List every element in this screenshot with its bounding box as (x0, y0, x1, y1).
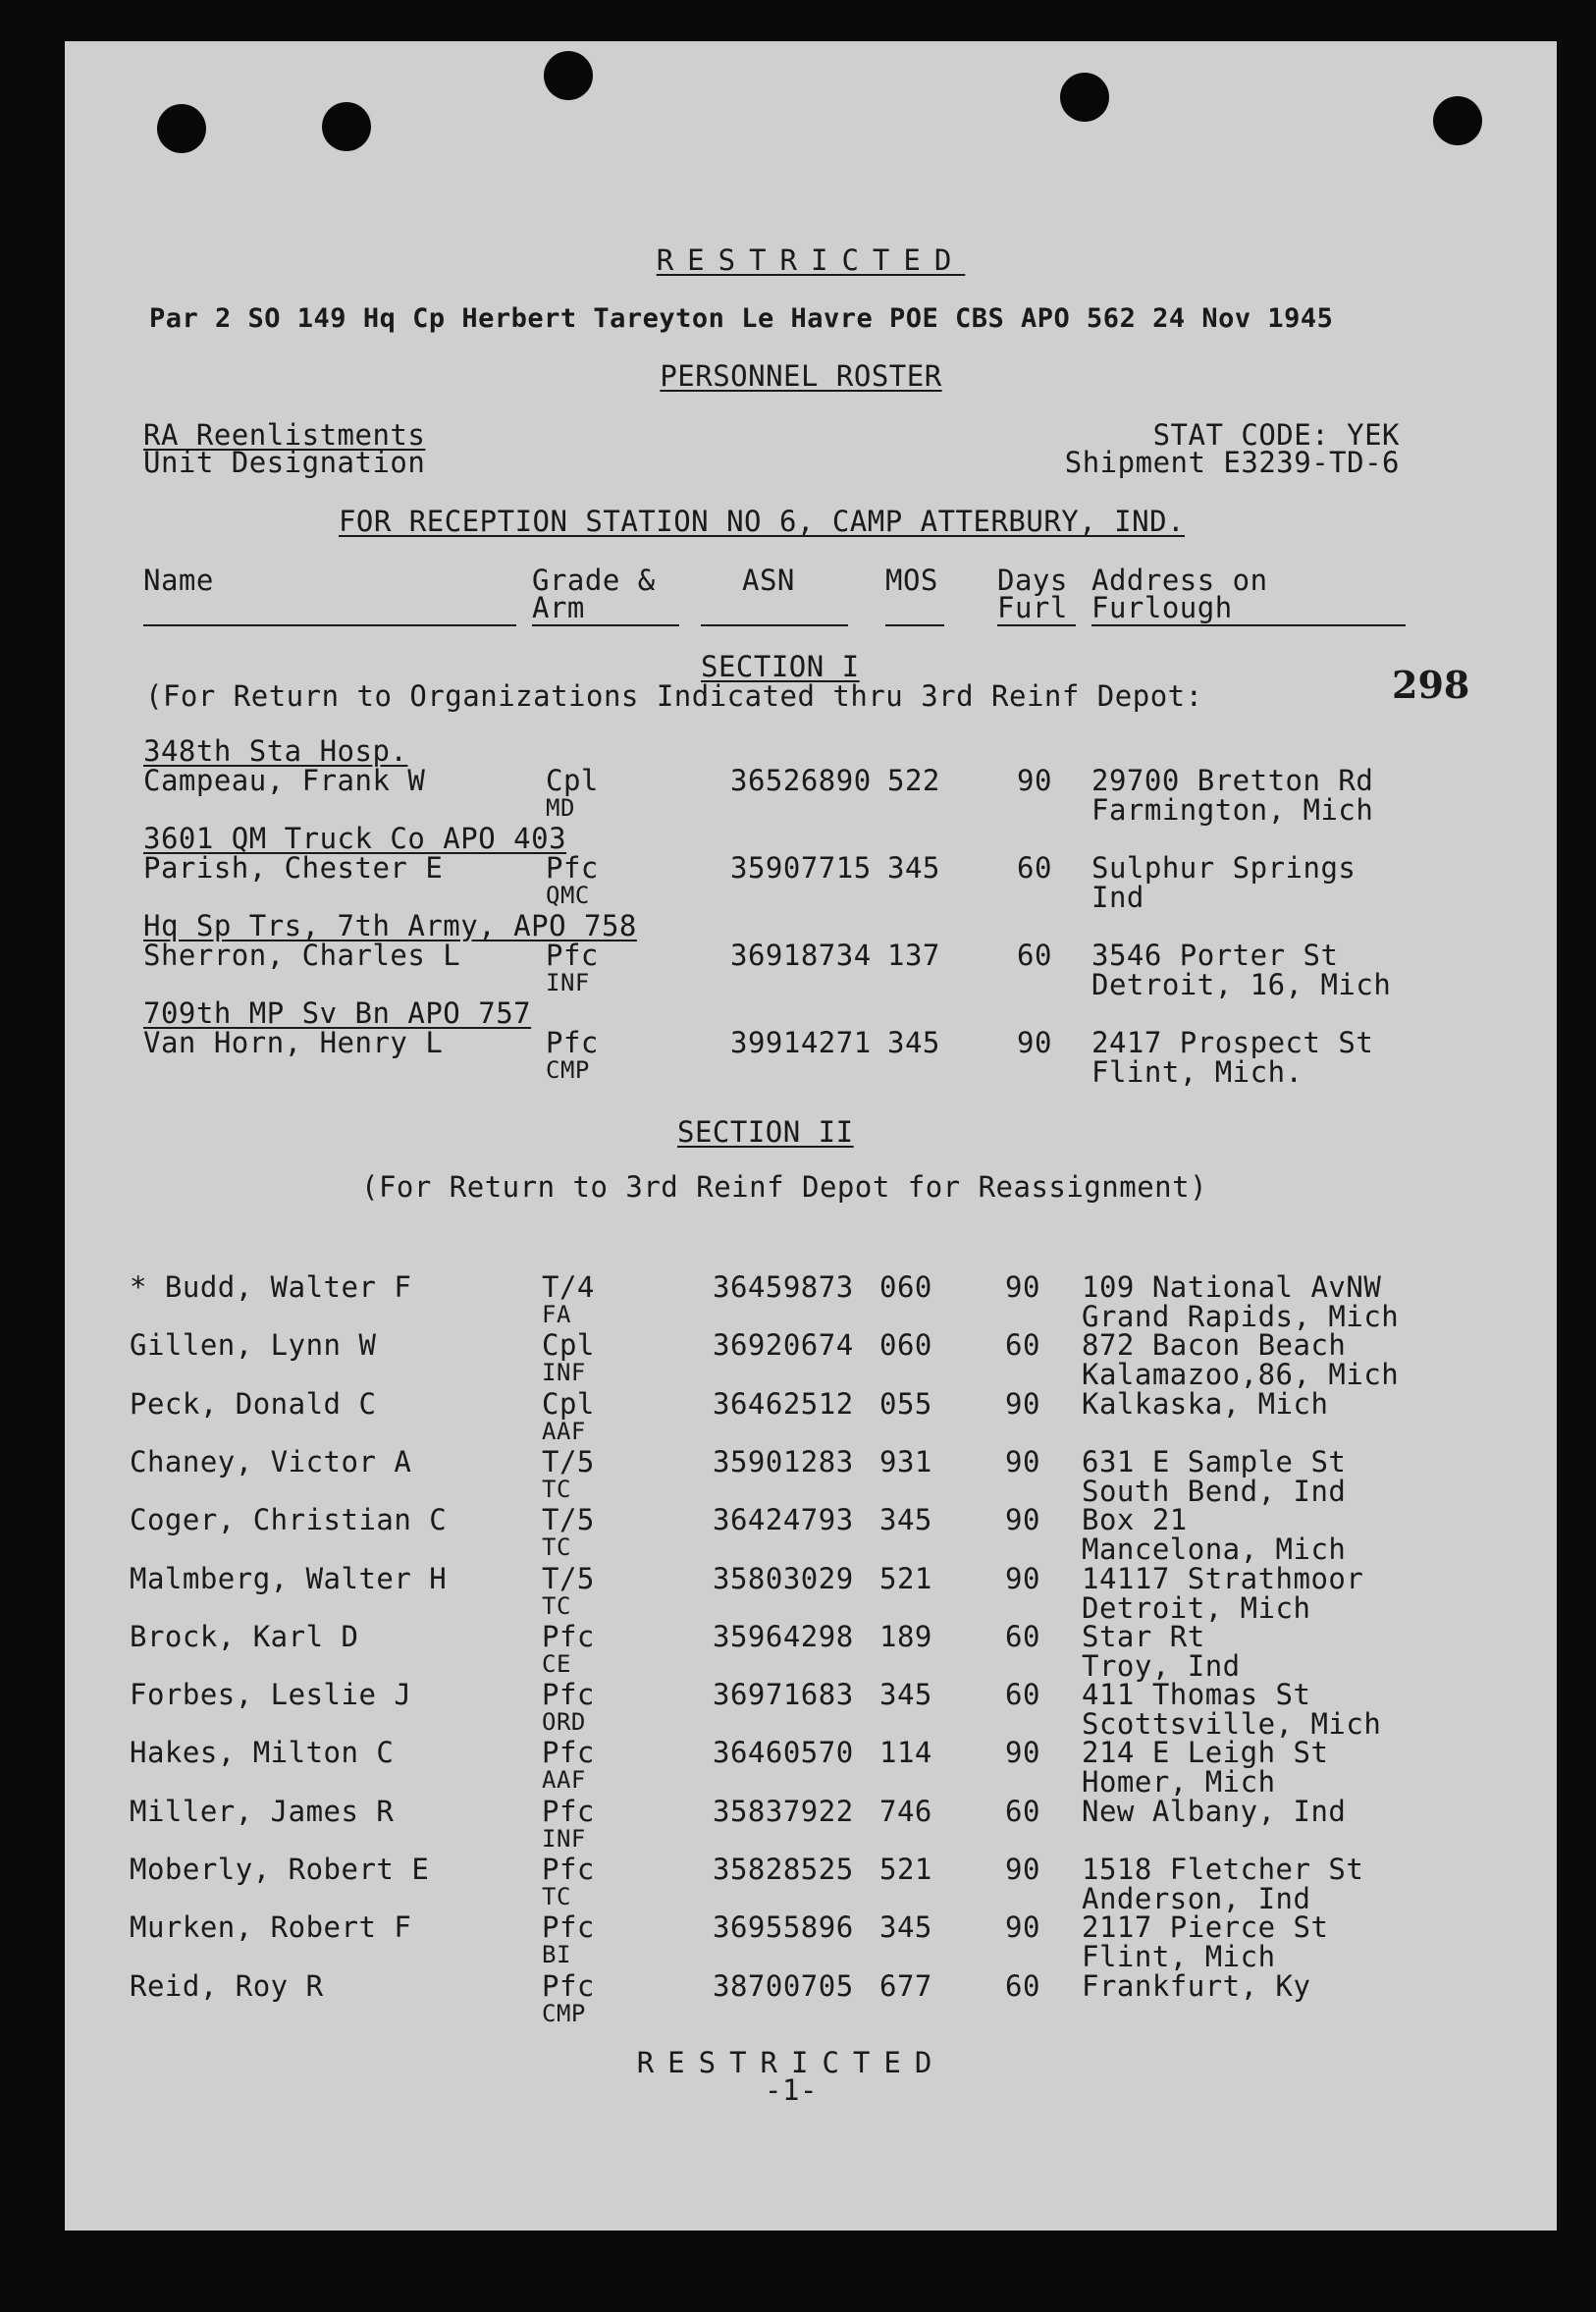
col-mos: MOS (885, 564, 938, 597)
col-grade-arm: Arm (532, 591, 585, 624)
soldier-address-line1: 2417 Prospect St (1091, 1026, 1374, 1059)
col-address: Address on (1091, 564, 1268, 597)
soldier-days: 90 (1017, 764, 1052, 797)
col-rule (1091, 624, 1406, 626)
soldier-grade: T/5 (542, 1444, 595, 1479)
soldier-arm: ORD (542, 1708, 586, 1737)
unit-heading: 3601 QM Truck Co APO 403 (143, 822, 567, 855)
soldier-asn: 36459873 (713, 1270, 854, 1304)
soldier-address-line1: Kalkaska, Mich (1082, 1386, 1329, 1421)
soldier-name: Malmberg, Walter H (130, 1561, 448, 1595)
soldier-address-line1: 872 Bacon Beach (1082, 1328, 1347, 1363)
soldier-arm: TC (542, 1883, 571, 1910)
soldier-grade: Cpl (542, 1386, 595, 1421)
soldier-arm: MD (546, 794, 575, 822)
soldier-address-line1: 14117 Strathmoor (1082, 1561, 1364, 1595)
soldier-address-line2: Mancelona, Mich (1082, 1532, 1347, 1567)
section1-subtitle: (For Return to Organizations Indicated thru 3rd Reinf Depot: (145, 679, 1203, 713)
soldier-days: 60 (1005, 1619, 1040, 1653)
soldier-asn: 36971683 (713, 1678, 854, 1712)
soldier-address-line2: Troy, Ind (1082, 1648, 1241, 1683)
soldier-mos: 345 (887, 851, 940, 885)
soldier-name: Sherron, Charles L (143, 939, 461, 972)
punch-hole (322, 102, 371, 151)
soldier-address-line1: Star Rt (1082, 1619, 1205, 1653)
soldier-address-line1: 214 E Leigh St (1082, 1736, 1329, 1770)
soldier-grade: Pfc (546, 1026, 599, 1059)
soldier-address-line2: Flint, Mich. (1091, 1055, 1303, 1089)
soldier-address-line1: 1518 Fletcher St (1082, 1853, 1364, 1886)
classification-footer: RESTRICTED (636, 2046, 946, 2079)
soldier-arm: CE (542, 1649, 571, 1678)
soldier-asn: 36955896 (713, 1910, 854, 1945)
destination: FOR RECEPTION STATION NO 6, CAMP ATTERBURY, IND. (338, 505, 1186, 538)
soldier-asn: 36918734 (730, 939, 872, 972)
soldier-address-line2: Scottsville, Mich (1082, 1707, 1382, 1742)
soldier-days: 90 (1005, 1561, 1040, 1595)
soldier-address-line1: Sulphur Springs (1091, 851, 1357, 885)
col-address-furlough: Furlough (1091, 591, 1233, 624)
soldier-grade: Pfc (542, 1619, 595, 1653)
soldier-grade: T/4 (542, 1270, 595, 1304)
soldier-grade: Cpl (546, 764, 599, 797)
soldier-days: 90 (1005, 1853, 1040, 1886)
unit-heading: 709th MP Sv Bn APO 757 (143, 996, 532, 1030)
soldier-name: Hakes, Milton C (130, 1736, 395, 1770)
col-rule (143, 624, 516, 626)
soldier-mos: 345 (879, 1910, 932, 1945)
soldier-grade: Pfc (542, 1678, 595, 1712)
soldier-mos: 677 (879, 1968, 932, 2003)
soldier-mos: 521 (879, 1853, 932, 1886)
soldier-name: Campeau, Frank W (143, 764, 426, 797)
soldier-arm: AAF (542, 1766, 586, 1795)
soldier-name: Brock, Karl D (130, 1619, 359, 1653)
soldier-address-line1: 411 Thomas St (1082, 1678, 1311, 1712)
soldier-asn: 36462512 (713, 1386, 854, 1421)
soldier-days: 90 (1005, 1270, 1040, 1304)
soldier-days: 60 (1005, 1328, 1040, 1363)
col-name: Name (143, 564, 214, 597)
soldier-arm: CMP (546, 1056, 590, 1084)
soldier-arm: BI (542, 1941, 571, 1969)
soldier-asn: 35901283 (713, 1444, 854, 1479)
col-rule (885, 624, 944, 626)
soldier-address-line2: Farmington, Mich (1091, 793, 1374, 827)
soldier-mos: 189 (879, 1619, 932, 1653)
soldier-mos: 055 (879, 1386, 932, 1421)
soldier-asn: 35964298 (713, 1619, 854, 1653)
soldier-address-line1: New Albany, Ind (1082, 1794, 1347, 1828)
soldier-grade: Pfc (546, 939, 599, 972)
soldier-asn: 38700705 (713, 1968, 854, 2003)
soldier-mos: 060 (879, 1328, 932, 1363)
soldier-grade: Cpl (542, 1328, 595, 1363)
soldier-name: * Budd, Walter F (130, 1270, 412, 1304)
soldier-mos: 345 (879, 1678, 932, 1712)
soldier-address-line1: 631 E Sample St (1082, 1444, 1347, 1479)
soldier-mos: 746 (879, 1794, 932, 1828)
soldier-arm: TC (542, 1533, 571, 1562)
soldier-address-line2: Homer, Mich (1082, 1765, 1276, 1800)
soldier-grade: Pfc (542, 1794, 595, 1828)
soldier-grade: Pfc (542, 1910, 595, 1945)
soldier-address-line2: Ind (1091, 881, 1144, 914)
col-rule (532, 624, 679, 626)
soldier-address-line1: 109 National AvNW (1082, 1270, 1382, 1304)
order-line: Par 2 SO 149 Hq Cp Herbert Tareyton Le Havre POE CBS APO 562 24 Nov 1945 (149, 303, 1334, 334)
soldier-days: 90 (1005, 1386, 1040, 1421)
soldier-arm: INF (546, 969, 590, 996)
section2-subtitle: (For Return to 3rd Reinf Depot for Reassignment) (361, 1170, 1208, 1204)
col-rule (701, 624, 848, 626)
unit-designation-value: RA Reenlistments (143, 418, 426, 452)
stat-code: STAT CODE: YEK (1152, 418, 1400, 452)
soldier-address-line2: Flint, Mich (1082, 1940, 1276, 1974)
punch-hole (1433, 96, 1482, 145)
punch-hole (1060, 73, 1109, 122)
soldier-days: 90 (1005, 1910, 1040, 1945)
soldier-name: Forbes, Leslie J (130, 1678, 412, 1712)
soldier-mos: 345 (879, 1503, 932, 1537)
soldier-asn: 35907715 (730, 851, 872, 885)
col-grade: Grade & (532, 564, 656, 597)
soldier-asn: 35837922 (713, 1794, 854, 1828)
page-stamp: 298 (1392, 663, 1470, 707)
soldier-name: Murken, Robert F (130, 1910, 412, 1945)
soldier-address-line1: 3546 Porter St (1091, 939, 1339, 972)
soldier-days: 90 (1005, 1503, 1040, 1537)
shipment: Shipment E3239-TD-6 (1064, 446, 1400, 479)
soldier-days: 90 (1017, 1026, 1052, 1059)
col-asn: ASN (742, 564, 795, 597)
soldier-mos: 931 (879, 1444, 932, 1479)
soldier-address-line1: Frankfurt, Ky (1082, 1968, 1311, 2003)
roster-title: PERSONNEL ROSTER (660, 359, 942, 393)
soldier-asn: 35828525 (713, 1853, 854, 1886)
soldier-days: 90 (1005, 1444, 1040, 1479)
soldier-grade: Pfc (542, 1853, 595, 1886)
soldier-grade: Pfc (546, 851, 599, 885)
soldier-arm: INF (542, 1824, 586, 1853)
soldier-name: Miller, James R (130, 1794, 395, 1828)
soldier-grade: T/5 (542, 1503, 595, 1537)
soldier-name: Chaney, Victor A (130, 1444, 412, 1479)
soldier-days: 60 (1005, 1794, 1040, 1828)
soldier-name: Reid, Roy R (130, 1968, 324, 2003)
soldier-name: Peck, Donald C (130, 1386, 377, 1421)
soldier-mos: 114 (879, 1736, 932, 1770)
soldier-asn: 39914271 (730, 1026, 872, 1059)
soldier-asn: 36920674 (713, 1328, 854, 1363)
soldier-arm: TC (542, 1475, 571, 1503)
soldier-name: Van Horn, Henry L (143, 1026, 444, 1059)
soldier-grade: Pfc (542, 1968, 595, 2003)
soldier-address-line2: Grand Rapids, Mich (1082, 1300, 1400, 1333)
soldier-address-line1: 29700 Bretton Rd (1091, 764, 1374, 797)
unit-heading: 348th Sta Hosp. (143, 734, 408, 768)
section1-title: SECTION I (701, 650, 860, 683)
soldier-grade: T/5 (542, 1561, 595, 1595)
soldier-mos: 345 (887, 1026, 940, 1059)
soldier-address-line2: Detroit, 16, Mich (1091, 968, 1392, 1001)
soldier-address-line1: Box 21 (1082, 1503, 1188, 1537)
soldier-name: Moberly, Robert E (130, 1853, 430, 1886)
soldier-arm: CMP (542, 1999, 586, 2027)
soldier-address-line1: 2117 Pierce St (1082, 1910, 1329, 1945)
soldier-days: 90 (1005, 1736, 1040, 1770)
col-days-furl: Furl (997, 591, 1068, 624)
unit-designation-label: Unit Designation (143, 446, 426, 479)
soldier-mos: 060 (879, 1270, 932, 1304)
soldier-name: Coger, Christian C (130, 1503, 448, 1537)
soldier-arm: FA (542, 1301, 571, 1328)
soldier-arm: AAF (542, 1417, 586, 1445)
soldier-asn: 36526890 (730, 764, 872, 797)
soldier-days: 60 (1005, 1968, 1040, 2003)
soldier-asn: 36424793 (713, 1503, 854, 1537)
punch-hole (157, 104, 206, 153)
punch-hole (544, 51, 593, 100)
page-number: -1- (765, 2073, 818, 2107)
soldier-asn: 36460570 (713, 1736, 854, 1770)
soldier-days: 60 (1005, 1678, 1040, 1712)
soldier-mos: 522 (887, 764, 940, 797)
soldier-address-line2: Kalamazoo,86, Mich (1082, 1358, 1400, 1392)
soldier-name: Gillen, Lynn W (130, 1328, 377, 1363)
section2-title: SECTION II (677, 1115, 854, 1149)
soldier-mos: 521 (879, 1561, 932, 1595)
unit-heading: Hq Sp Trs, 7th Army, APO 758 (143, 909, 637, 942)
soldier-name: Parish, Chester E (143, 851, 444, 885)
soldier-address-line2: South Bend, Ind (1082, 1474, 1347, 1508)
soldier-days: 60 (1017, 939, 1052, 972)
soldier-asn: 35803029 (713, 1561, 854, 1595)
soldier-arm: INF (542, 1359, 586, 1387)
soldier-arm: TC (542, 1591, 571, 1620)
soldier-grade: Pfc (542, 1736, 595, 1770)
soldier-days: 60 (1017, 851, 1052, 885)
soldier-mos: 137 (887, 939, 940, 972)
soldier-address-line2: Detroit, Mich (1082, 1590, 1311, 1625)
soldier-address-line2: Anderson, Ind (1082, 1882, 1311, 1915)
document-page (65, 41, 1557, 2231)
soldier-arm: QMC (546, 882, 590, 909)
col-rule (997, 624, 1076, 626)
col-days: Days (997, 564, 1068, 597)
classification-header: RESTRICTED (656, 243, 966, 277)
